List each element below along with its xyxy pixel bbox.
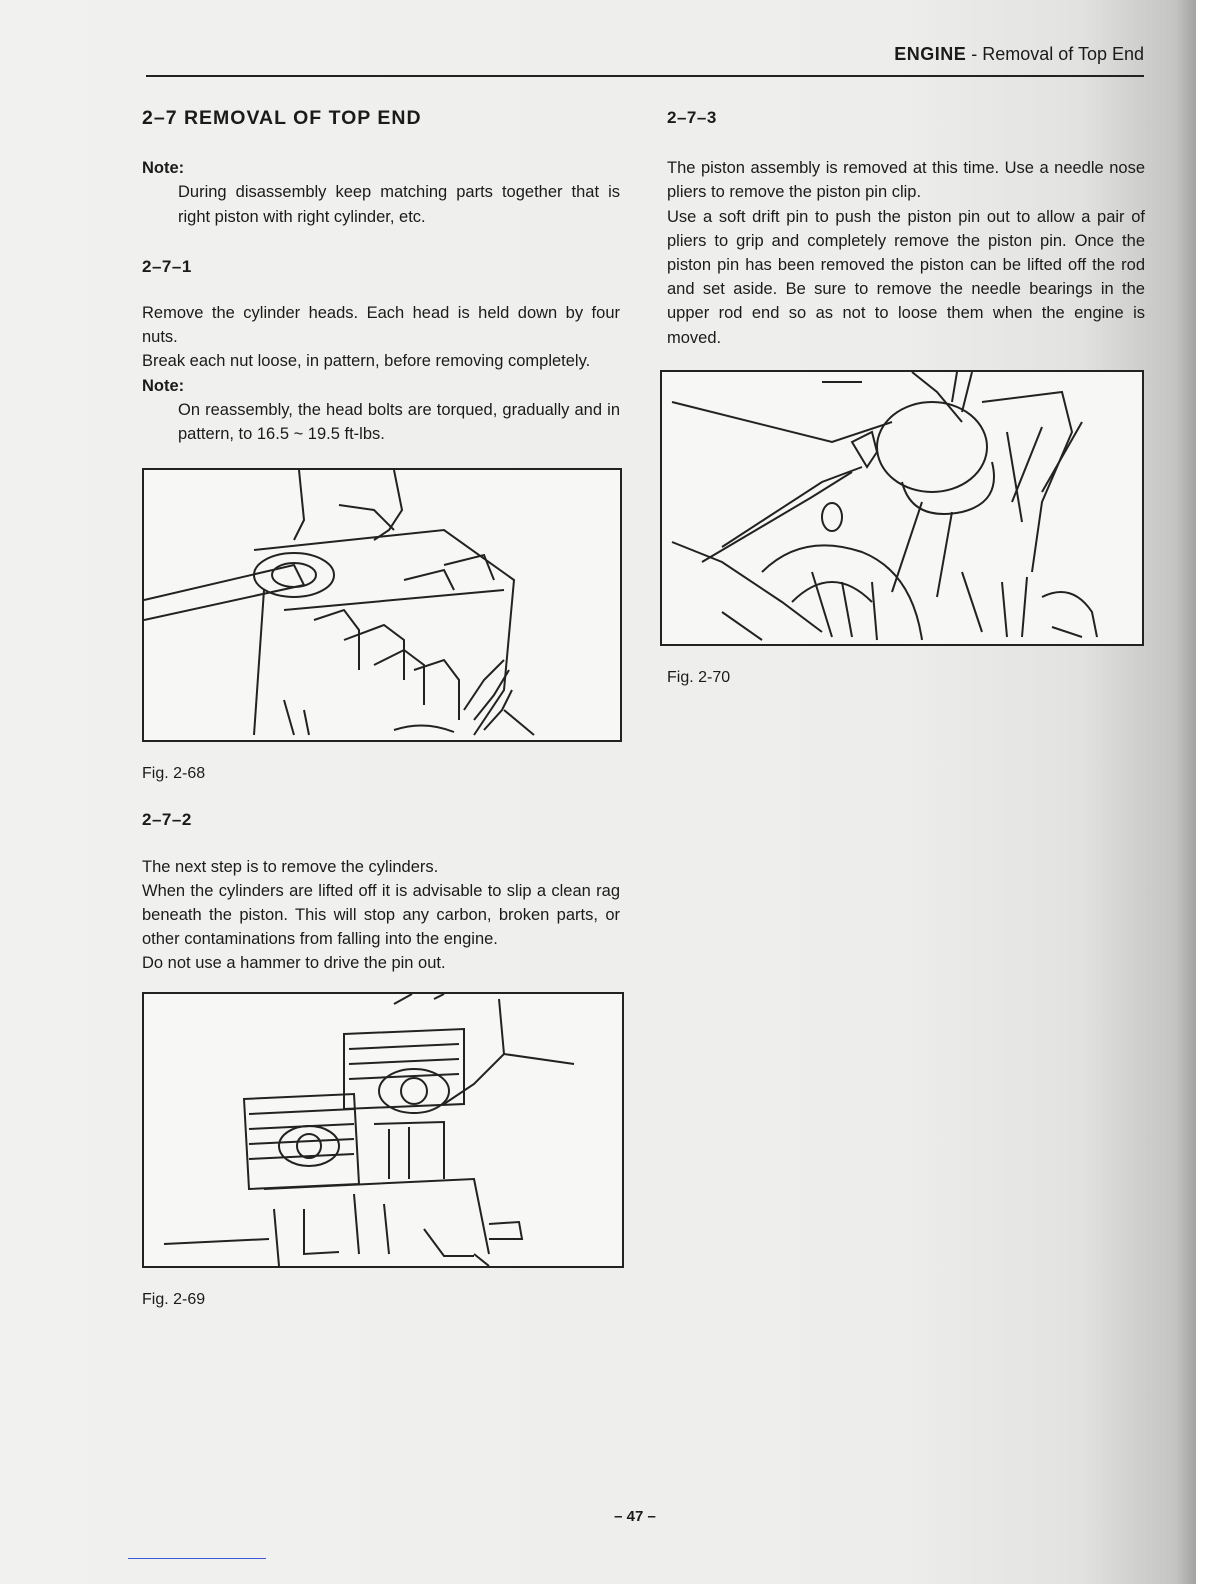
step-2-7-1-para-2: Break each nut loose, in pattern, before removing completely. xyxy=(142,352,591,371)
section-title: 2–7 REMOVAL OF TOP END xyxy=(142,107,422,129)
step-heading-2-7-2: 2–7–2 xyxy=(142,810,192,830)
figure-caption-2-69: Fig. 2-69 xyxy=(142,1290,206,1308)
cylinder-head-wrench-illustration xyxy=(144,470,620,740)
figure-2-68 xyxy=(142,468,622,742)
step-2-7-2-body xyxy=(142,855,620,976)
right-column xyxy=(667,106,1145,712)
header-rule xyxy=(146,75,1144,77)
header-subsection: - Removal of Top End xyxy=(966,44,1144,64)
figure-2-70 xyxy=(660,370,1144,646)
note-label-1: Note: xyxy=(142,159,185,178)
note-label-2: Note: xyxy=(142,376,185,395)
step-2-7-3-para-1: The piston assembly is removed at this time. Use a needle nose pliers to remove the piston pin clip. xyxy=(667,159,1145,202)
figure-2-69 xyxy=(142,992,624,1268)
note-block-1 xyxy=(142,156,620,229)
header-section: ENGINE xyxy=(894,44,967,64)
step-2-7-2-para-1: The next step is to remove the cylinders. xyxy=(142,857,439,876)
page-number: – 47 – xyxy=(614,1508,656,1525)
figure-caption-2-70: Fig. 2-70 xyxy=(667,668,731,686)
left-column xyxy=(142,106,620,1334)
step-2-7-1-para-1: Remove the cylinder heads. Each head is held down by four nuts. xyxy=(142,304,620,347)
note-text-2: On reassembly, the head bolts are torqued, gradually and in pattern, to 16.5 ~ 19.5 ft-lbs. xyxy=(178,400,620,444)
step-2-7-2-para-2: When the cylinders are lifted off it is advisable to slip a clean rag beneath the piston. This will stop any carbon, broken parts, or other contaminations from falling into the engine. xyxy=(142,881,620,949)
step-heading-2-7-1: 2–7–1 xyxy=(142,256,192,276)
cylinder-removal-illustration xyxy=(144,994,622,1266)
running-header xyxy=(146,44,1144,74)
note-text-1: During disassembly keep matching parts together that is right piston with right cylinder, etc. xyxy=(178,183,620,226)
figure-caption-2-68: Fig. 2-68 xyxy=(142,765,206,783)
step-2-7-2-para-3: Do not use a hammer to drive the pin out. xyxy=(142,954,446,973)
piston-pin-pliers-illustration xyxy=(662,372,1142,644)
step-2-7-3-para-2: Use a soft drift pin to push the piston pin out to allow a pair of pliers to grip and completely remove the piston pin. Once the piston pin has been removed the piston can be lifted off the rod and set aside. Be sure to remove the needle bearings in the upper rod end so as not to loose them when the engine is moved. xyxy=(667,207,1145,347)
scan-margin xyxy=(1196,0,1224,1584)
step-2-7-1-body xyxy=(142,301,620,446)
step-2-7-3-body xyxy=(667,156,1145,350)
step-heading-2-7-3: 2–7–3 xyxy=(667,108,717,127)
link-underline xyxy=(128,1558,266,1559)
